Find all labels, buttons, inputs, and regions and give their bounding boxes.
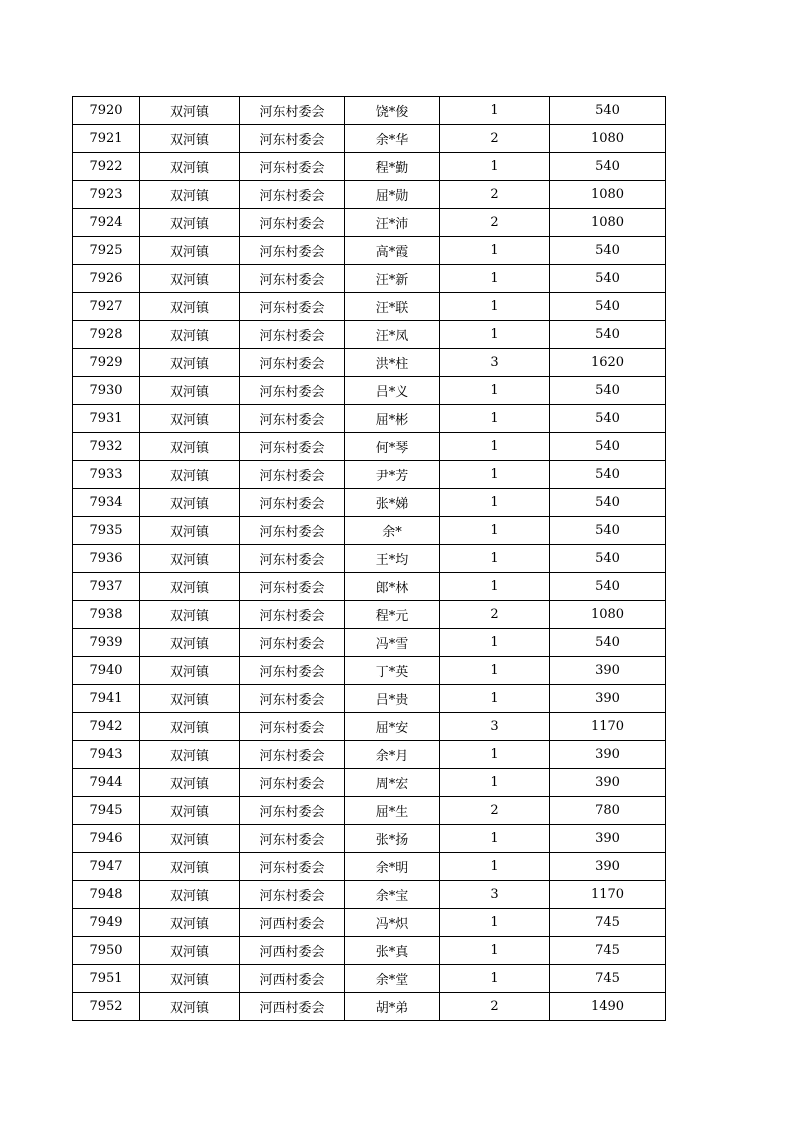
- row-number-cell: 7941: [73, 685, 140, 713]
- table-row: [73, 181, 666, 209]
- name-cell: 余*: [345, 517, 440, 545]
- name-cell: 饶*俊: [345, 97, 440, 125]
- name-cell: 尹*芳: [345, 461, 440, 489]
- row-number-cell: 7940: [73, 657, 140, 685]
- town-cell: 双河镇: [140, 489, 240, 517]
- village-committee-cell: 河东村委会: [240, 153, 345, 181]
- table-row: [73, 545, 666, 573]
- count-cell: 1: [440, 825, 550, 853]
- name-cell: 何*琴: [345, 433, 440, 461]
- row-number-cell: 7937: [73, 573, 140, 601]
- count-cell: 3: [440, 881, 550, 909]
- name-cell: 周*宏: [345, 769, 440, 797]
- count-cell: 2: [440, 601, 550, 629]
- row-number-cell: 7936: [73, 545, 140, 573]
- amount-cell: 1620: [550, 349, 666, 377]
- town-cell: 双河镇: [140, 825, 240, 853]
- table-row: [73, 489, 666, 517]
- amount-cell: 540: [550, 153, 666, 181]
- table-row: [73, 657, 666, 685]
- count-cell: 1: [440, 657, 550, 685]
- town-cell: 双河镇: [140, 517, 240, 545]
- village-committee-cell: 河东村委会: [240, 881, 345, 909]
- amount-cell: 540: [550, 265, 666, 293]
- name-cell: 张*扬: [345, 825, 440, 853]
- name-cell: 程*勤: [345, 153, 440, 181]
- town-cell: 双河镇: [140, 405, 240, 433]
- count-cell: 1: [440, 937, 550, 965]
- village-committee-cell: 河东村委会: [240, 181, 345, 209]
- count-cell: 2: [440, 993, 550, 1021]
- row-number-cell: 7930: [73, 377, 140, 405]
- row-number-cell: 7938: [73, 601, 140, 629]
- name-cell: 王*均: [345, 545, 440, 573]
- count-cell: 1: [440, 685, 550, 713]
- row-number-cell: 7934: [73, 489, 140, 517]
- village-committee-cell: 河东村委会: [240, 545, 345, 573]
- village-committee-cell: 河东村委会: [240, 349, 345, 377]
- name-cell: 程*元: [345, 601, 440, 629]
- table-row: [73, 433, 666, 461]
- town-cell: 双河镇: [140, 237, 240, 265]
- town-cell: 双河镇: [140, 545, 240, 573]
- count-cell: 1: [440, 265, 550, 293]
- village-committee-cell: 河西村委会: [240, 909, 345, 937]
- row-number-cell: 7952: [73, 993, 140, 1021]
- count-cell: 1: [440, 517, 550, 545]
- amount-cell: 1490: [550, 993, 666, 1021]
- name-cell: 余*华: [345, 125, 440, 153]
- amount-cell: 540: [550, 433, 666, 461]
- table-body: [73, 97, 666, 1021]
- town-cell: 双河镇: [140, 349, 240, 377]
- name-cell: 汪*联: [345, 293, 440, 321]
- count-cell: 1: [440, 97, 550, 125]
- village-committee-cell: 河西村委会: [240, 965, 345, 993]
- row-number-cell: 7932: [73, 433, 140, 461]
- table-row: [73, 237, 666, 265]
- name-cell: 胡*弟: [345, 993, 440, 1021]
- name-cell: 汪*新: [345, 265, 440, 293]
- town-cell: 双河镇: [140, 741, 240, 769]
- count-cell: 2: [440, 797, 550, 825]
- amount-cell: 540: [550, 321, 666, 349]
- village-committee-cell: 河东村委会: [240, 405, 345, 433]
- row-number-cell: 7944: [73, 769, 140, 797]
- table-row: [73, 209, 666, 237]
- name-cell: 余*月: [345, 741, 440, 769]
- village-committee-cell: 河东村委会: [240, 713, 345, 741]
- name-cell: 冯*雪: [345, 629, 440, 657]
- row-number-cell: 7922: [73, 153, 140, 181]
- village-committee-cell: 河西村委会: [240, 993, 345, 1021]
- village-committee-cell: 河东村委会: [240, 517, 345, 545]
- town-cell: 双河镇: [140, 657, 240, 685]
- row-number-cell: 7942: [73, 713, 140, 741]
- table-row: [73, 293, 666, 321]
- name-cell: 吕*义: [345, 377, 440, 405]
- amount-cell: 540: [550, 489, 666, 517]
- count-cell: 1: [440, 405, 550, 433]
- amount-cell: 745: [550, 965, 666, 993]
- village-committee-cell: 河东村委会: [240, 377, 345, 405]
- table-row: [73, 853, 666, 881]
- row-number-cell: 7931: [73, 405, 140, 433]
- village-committee-cell: 河东村委会: [240, 797, 345, 825]
- table-row: [73, 685, 666, 713]
- table-row: [73, 881, 666, 909]
- count-cell: 1: [440, 545, 550, 573]
- village-committee-cell: 河东村委会: [240, 629, 345, 657]
- name-cell: 屈*生: [345, 797, 440, 825]
- town-cell: 双河镇: [140, 629, 240, 657]
- town-cell: 双河镇: [140, 433, 240, 461]
- town-cell: 双河镇: [140, 853, 240, 881]
- name-cell: 高*霞: [345, 237, 440, 265]
- amount-cell: 1080: [550, 209, 666, 237]
- amount-cell: 780: [550, 797, 666, 825]
- town-cell: 双河镇: [140, 965, 240, 993]
- amount-cell: 1080: [550, 181, 666, 209]
- town-cell: 双河镇: [140, 321, 240, 349]
- village-committee-cell: 河东村委会: [240, 433, 345, 461]
- town-cell: 双河镇: [140, 125, 240, 153]
- village-committee-cell: 河东村委会: [240, 741, 345, 769]
- amount-cell: 1170: [550, 713, 666, 741]
- amount-cell: 540: [550, 237, 666, 265]
- row-number-cell: 7924: [73, 209, 140, 237]
- town-cell: 双河镇: [140, 97, 240, 125]
- count-cell: 1: [440, 965, 550, 993]
- village-committee-cell: 河东村委会: [240, 853, 345, 881]
- table-row: [73, 321, 666, 349]
- count-cell: 1: [440, 489, 550, 517]
- amount-cell: 390: [550, 685, 666, 713]
- amount-cell: 1080: [550, 125, 666, 153]
- amount-cell: 540: [550, 293, 666, 321]
- table-row: [73, 909, 666, 937]
- village-committee-cell: 河东村委会: [240, 825, 345, 853]
- town-cell: 双河镇: [140, 601, 240, 629]
- row-number-cell: 7947: [73, 853, 140, 881]
- count-cell: 1: [440, 741, 550, 769]
- row-number-cell: 7939: [73, 629, 140, 657]
- row-number-cell: 7929: [73, 349, 140, 377]
- count-cell: 1: [440, 461, 550, 489]
- town-cell: 双河镇: [140, 573, 240, 601]
- name-cell: 丁*英: [345, 657, 440, 685]
- name-cell: 余*宝: [345, 881, 440, 909]
- amount-cell: 1080: [550, 601, 666, 629]
- table-row: [73, 797, 666, 825]
- row-number-cell: 7927: [73, 293, 140, 321]
- amount-cell: 390: [550, 741, 666, 769]
- count-cell: 2: [440, 181, 550, 209]
- count-cell: 3: [440, 713, 550, 741]
- amount-cell: 540: [550, 405, 666, 433]
- count-cell: 1: [440, 433, 550, 461]
- town-cell: 双河镇: [140, 181, 240, 209]
- village-committee-cell: 河东村委会: [240, 293, 345, 321]
- name-cell: 冯*炽: [345, 909, 440, 937]
- village-committee-cell: 河东村委会: [240, 769, 345, 797]
- village-committee-cell: 河东村委会: [240, 657, 345, 685]
- name-cell: 余*明: [345, 853, 440, 881]
- name-cell: 张*真: [345, 937, 440, 965]
- table-row: [73, 377, 666, 405]
- amount-cell: 540: [550, 97, 666, 125]
- name-cell: 张*娣: [345, 489, 440, 517]
- amount-cell: 745: [550, 937, 666, 965]
- row-number-cell: 7923: [73, 181, 140, 209]
- count-cell: 1: [440, 769, 550, 797]
- row-number-cell: 7926: [73, 265, 140, 293]
- table-row: [73, 601, 666, 629]
- name-cell: 余*堂: [345, 965, 440, 993]
- row-number-cell: 7951: [73, 965, 140, 993]
- amount-cell: 1170: [550, 881, 666, 909]
- count-cell: 1: [440, 909, 550, 937]
- table-row: [73, 265, 666, 293]
- table-row: [73, 993, 666, 1021]
- village-committee-cell: 河东村委会: [240, 209, 345, 237]
- amount-cell: 540: [550, 573, 666, 601]
- amount-cell: 540: [550, 461, 666, 489]
- table-row: [73, 629, 666, 657]
- name-cell: 郎*林: [345, 573, 440, 601]
- count-cell: 1: [440, 153, 550, 181]
- town-cell: 双河镇: [140, 993, 240, 1021]
- row-number-cell: 7949: [73, 909, 140, 937]
- amount-cell: 540: [550, 377, 666, 405]
- table-row: [73, 349, 666, 377]
- table-row: [73, 461, 666, 489]
- table-row: [73, 713, 666, 741]
- village-committee-cell: 河西村委会: [240, 937, 345, 965]
- amount-cell: 390: [550, 853, 666, 881]
- town-cell: 双河镇: [140, 461, 240, 489]
- count-cell: 1: [440, 293, 550, 321]
- town-cell: 双河镇: [140, 797, 240, 825]
- table-row: [73, 741, 666, 769]
- table-row: [73, 573, 666, 601]
- name-cell: 屈*彬: [345, 405, 440, 433]
- town-cell: 双河镇: [140, 713, 240, 741]
- amount-cell: 390: [550, 769, 666, 797]
- row-number-cell: 7948: [73, 881, 140, 909]
- name-cell: 汪*沛: [345, 209, 440, 237]
- name-cell: 吕*贵: [345, 685, 440, 713]
- row-number-cell: 7933: [73, 461, 140, 489]
- count-cell: 2: [440, 125, 550, 153]
- row-number-cell: 7945: [73, 797, 140, 825]
- village-committee-cell: 河东村委会: [240, 601, 345, 629]
- count-cell: 1: [440, 377, 550, 405]
- table-row: [73, 965, 666, 993]
- table-row: [73, 97, 666, 125]
- table-row: [73, 153, 666, 181]
- amount-cell: 390: [550, 825, 666, 853]
- town-cell: 双河镇: [140, 377, 240, 405]
- table-row: [73, 769, 666, 797]
- village-committee-cell: 河东村委会: [240, 489, 345, 517]
- table-row: [73, 125, 666, 153]
- village-committee-cell: 河东村委会: [240, 237, 345, 265]
- table-row: [73, 825, 666, 853]
- row-number-cell: 7928: [73, 321, 140, 349]
- name-cell: 屈*勋: [345, 181, 440, 209]
- town-cell: 双河镇: [140, 153, 240, 181]
- town-cell: 双河镇: [140, 937, 240, 965]
- row-number-cell: 7921: [73, 125, 140, 153]
- village-committee-cell: 河东村委会: [240, 461, 345, 489]
- row-number-cell: 7950: [73, 937, 140, 965]
- count-cell: 1: [440, 237, 550, 265]
- village-committee-cell: 河东村委会: [240, 125, 345, 153]
- amount-cell: 540: [550, 517, 666, 545]
- count-cell: 3: [440, 349, 550, 377]
- table-row: [73, 517, 666, 545]
- table-row: [73, 937, 666, 965]
- count-cell: 1: [440, 573, 550, 601]
- row-number-cell: 7946: [73, 825, 140, 853]
- table-row: [73, 405, 666, 433]
- town-cell: 双河镇: [140, 293, 240, 321]
- village-committee-cell: 河东村委会: [240, 573, 345, 601]
- amount-cell: 540: [550, 545, 666, 573]
- village-committee-cell: 河东村委会: [240, 265, 345, 293]
- amount-cell: 390: [550, 657, 666, 685]
- count-cell: 1: [440, 321, 550, 349]
- count-cell: 1: [440, 629, 550, 657]
- row-number-cell: 7935: [73, 517, 140, 545]
- row-number-cell: 7925: [73, 237, 140, 265]
- count-cell: 1: [440, 853, 550, 881]
- town-cell: 双河镇: [140, 769, 240, 797]
- town-cell: 双河镇: [140, 209, 240, 237]
- amount-cell: 745: [550, 909, 666, 937]
- count-cell: 2: [440, 209, 550, 237]
- name-cell: 汪*凤: [345, 321, 440, 349]
- row-number-cell: 7943: [73, 741, 140, 769]
- row-number-cell: 7920: [73, 97, 140, 125]
- town-cell: 双河镇: [140, 265, 240, 293]
- village-committee-cell: 河东村委会: [240, 321, 345, 349]
- data-table: [72, 96, 666, 1021]
- town-cell: 双河镇: [140, 909, 240, 937]
- amount-cell: 540: [550, 629, 666, 657]
- town-cell: 双河镇: [140, 881, 240, 909]
- village-committee-cell: 河东村委会: [240, 97, 345, 125]
- town-cell: 双河镇: [140, 685, 240, 713]
- village-committee-cell: 河东村委会: [240, 685, 345, 713]
- name-cell: 屈*安: [345, 713, 440, 741]
- name-cell: 洪*柱: [345, 349, 440, 377]
